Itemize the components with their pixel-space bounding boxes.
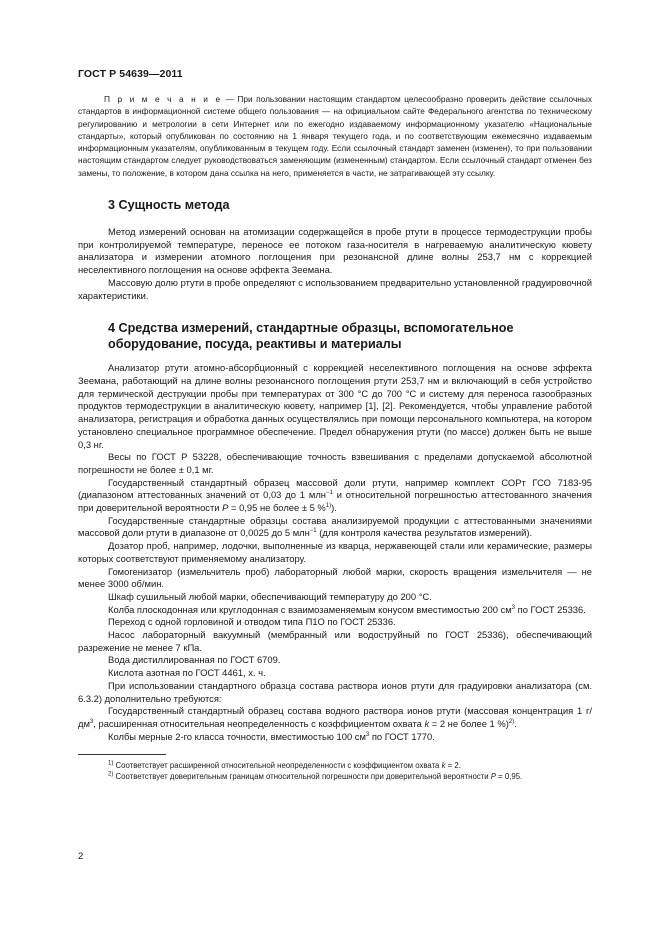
p14-var-k: k — [424, 717, 430, 729]
footnote-2-text-b: = 0,95. — [495, 772, 523, 782]
p3-text-c: = 0,95 не более ± 5 % — [228, 502, 326, 514]
p14-footnote-ref-2: 2) — [508, 718, 515, 725]
p4-text-a: Государственные стандартные образцы состава анализируемой продукции с аттестованными значениями массовой доли ртути в диапазоне от 0,0025 до 5 млн — [78, 514, 592, 539]
section-4-paragraph-8 — [78, 604, 592, 617]
footnote-1-mark: 1) — [108, 760, 114, 767]
section-4-paragraph-2: Весы по ГОСТ Р 53228, обеспечивающие точность взвешивания с пределами допускаемой абсолютной погрешности не более ± 0,1 мг. — [78, 451, 592, 475]
section-4-paragraph-7: Шкаф сушильный любой марки, обеспечивающий температуру до 200 °С. — [108, 590, 432, 602]
section-4-paragraph-14 — [78, 705, 592, 730]
p4-sup: −1 — [309, 528, 317, 535]
footnote-1-var-k: k — [441, 761, 446, 771]
section-4-paragraph-3 — [78, 477, 592, 515]
section-4-heading-line-2: оборудование, посуда, реактивы и материалы — [108, 337, 402, 352]
p14-sup-1: 3 — [89, 718, 94, 725]
p3-text-a: Государственный стандартный образец массовой доли ртути, например комплект СОРт ГСО 7183-95 (диапазоном аттестованных значений от 0,03 до 1 млн — [78, 476, 592, 501]
footnote-2 — [78, 771, 592, 782]
p3-text-d: ). — [331, 502, 337, 514]
document-body — [78, 93, 592, 782]
document-header: ГОСТ Р 54639—2011 — [78, 68, 183, 80]
note-label: П р и м е ч а н и е — [104, 94, 223, 104]
section-4-paragraph-4 — [78, 515, 592, 540]
footnote-2-text-a: Соответствует доверительным границам относительной погрешности при доверительной вероятности — [113, 772, 491, 782]
section-4-paragraph-10: Насос лабораторный вакуумный (мембранный или водоструйный по ГОСТ 25336), обеспечивающий разрежение не менее 7 кПа. — [78, 629, 592, 653]
section-3 — [78, 197, 592, 302]
footnote-2-var-p: P — [490, 772, 496, 782]
section-4-paragraph-11: Вода дистиллированная по ГОСТ 6709. — [108, 654, 281, 666]
page-number: 2 — [78, 851, 84, 862]
section-3-paragraph-2: Массовую долю ртути в пробе определяют с использованием предварительно установленной градуировочной характеристики. — [78, 276, 592, 301]
section-4 — [78, 320, 592, 743]
section-3-paragraph-1: Метод измерений основан на атомизации содержащейся в пробе ртути в процессе термодеструкции пробы при контролируемой температуре, переносе ее потоком газа-носителя в нагреваемую аналитическую кювету анализатора и измерении атомного поглощения при резонансной длине волны 253,7 нм с коррекцией неселективного поглощения на основе эффекта Зеемана. — [78, 226, 592, 276]
section-4-paragraph-13: При использовании стандартного образца состава раствора ионов ртути для градуировки анализатора (см. 6.3.2) дополнительно требуются: — [78, 679, 592, 704]
footnote-1-text-a: Соответствует расширенной относительной неопределенности с коэффициентом охвата — [113, 761, 442, 771]
p3-footnote-ref-1: 1) — [325, 502, 332, 509]
footnote-1 — [78, 760, 592, 771]
footnote-divider — [78, 754, 166, 755]
p8-text-b: по ГОСТ 25336. — [515, 603, 586, 615]
note-text: — При пользовании настоящим стандартом целесообразно проверить действие ссылочных стандартов в информационной системе общего пользования — на официальном сайте Федерального агентства по техническому регулированию и метрологии в сети Интернет или по ежегодно издаваемому информационному указателю «Национальные стандарты», который опубликован по состоянию на 1 января текущего года, и по соответствующим ежемесячно издаваемым информационным указателям, опубликованным в текущем году. Если ссылочный стандарт заменен (изменен), то при пользовании настоящим стандартом следует руководствоваться заменяющим (измененным) стандартом. Если ссылочный стандарт отменен без замены, то положение, в котором дана ссылка на него, применяется в части, не затрагивающей эту ссылку. — [78, 94, 592, 178]
section-4-paragraph-6: Гомогенизатор (измельчитель проб) лабораторный любой марки, скорость вращения измельчителя — не менее 3000 об/мин. — [78, 565, 592, 590]
p14-text-c: = 2 не более 1 %) — [429, 717, 509, 729]
p15-text-a: Колбы мерные 2-го класса точности, вместимостью 100 см — [108, 730, 366, 742]
reference-note — [78, 93, 592, 179]
p3-text-b: и относительной погрешностью аттестованного значения при доверительной вероятности — [78, 489, 592, 514]
p15-text-b: по ГОСТ 1770. — [369, 730, 435, 742]
p3-sup-1: −1 — [325, 490, 333, 497]
section-4-paragraph-1: Анализатор ртути атомно-абсорбционный с коррекцией неселективного поглощения на основе эффекта Зеемана, работающий на длине волны резонансного поглощения ртути 253,7 нм и включающий в себя устройство для термической деструкции пробы при температурах от 300 °С до 700 °С и систему для переноса газообразных продуктов термодеструкции в аналитическую кювету, например [1], [2]. Рекомендуется, чтобы управление работой анализатора, регистрация и обработка данных осуществлялись при помощи персонального компьютера, на котором установлено специальное программное обеспечение. Предел обнаружения ртути (по массе) должен быть не выше 0,3 нг. — [78, 362, 592, 450]
footnote-2-mark: 2) — [108, 771, 114, 778]
p14-text-a: Государственный стандартный образец состава водного раствора ионов ртути (массовая концентрация 1 г/дм — [78, 705, 592, 729]
p8-text-a: Колба плоскодонная или круглодонная с взаимозаменяемым конусом вместимостью 200 см — [108, 603, 512, 615]
p14-text-b: , расширенная относительная неопределенность с коэффициентом охвата — [93, 717, 425, 729]
section-4-paragraph-15 — [78, 731, 592, 744]
section-4-paragraph-9: Переход с одной горловиной и отводом типа П1О по ГОСТ 25336. — [108, 616, 396, 628]
section-4-heading-line-1: 4 Средства измерений, стандартные образцы, вспомогательное — [108, 321, 514, 336]
footnote-1-text-b: = 2. — [445, 761, 461, 771]
p14-text-d: . — [514, 717, 517, 729]
p8-sup: 3 — [511, 604, 516, 611]
section-3-heading: 3 Сущность метода — [108, 198, 230, 213]
p4-text-b: (для контроля качества результатов измерений). — [316, 527, 533, 539]
section-4-paragraph-12: Кислота азотная по ГОСТ 4461, х. ч. — [108, 667, 266, 679]
p15-sup: 3 — [365, 731, 370, 738]
p3-var-p: P — [222, 502, 229, 514]
section-4-paragraph-5: Дозатор проб, например, лодочки, выполненные из кварца, нержавеющей стали или керамические, размеры которых соответствуют применяемому анализатору. — [78, 540, 592, 564]
